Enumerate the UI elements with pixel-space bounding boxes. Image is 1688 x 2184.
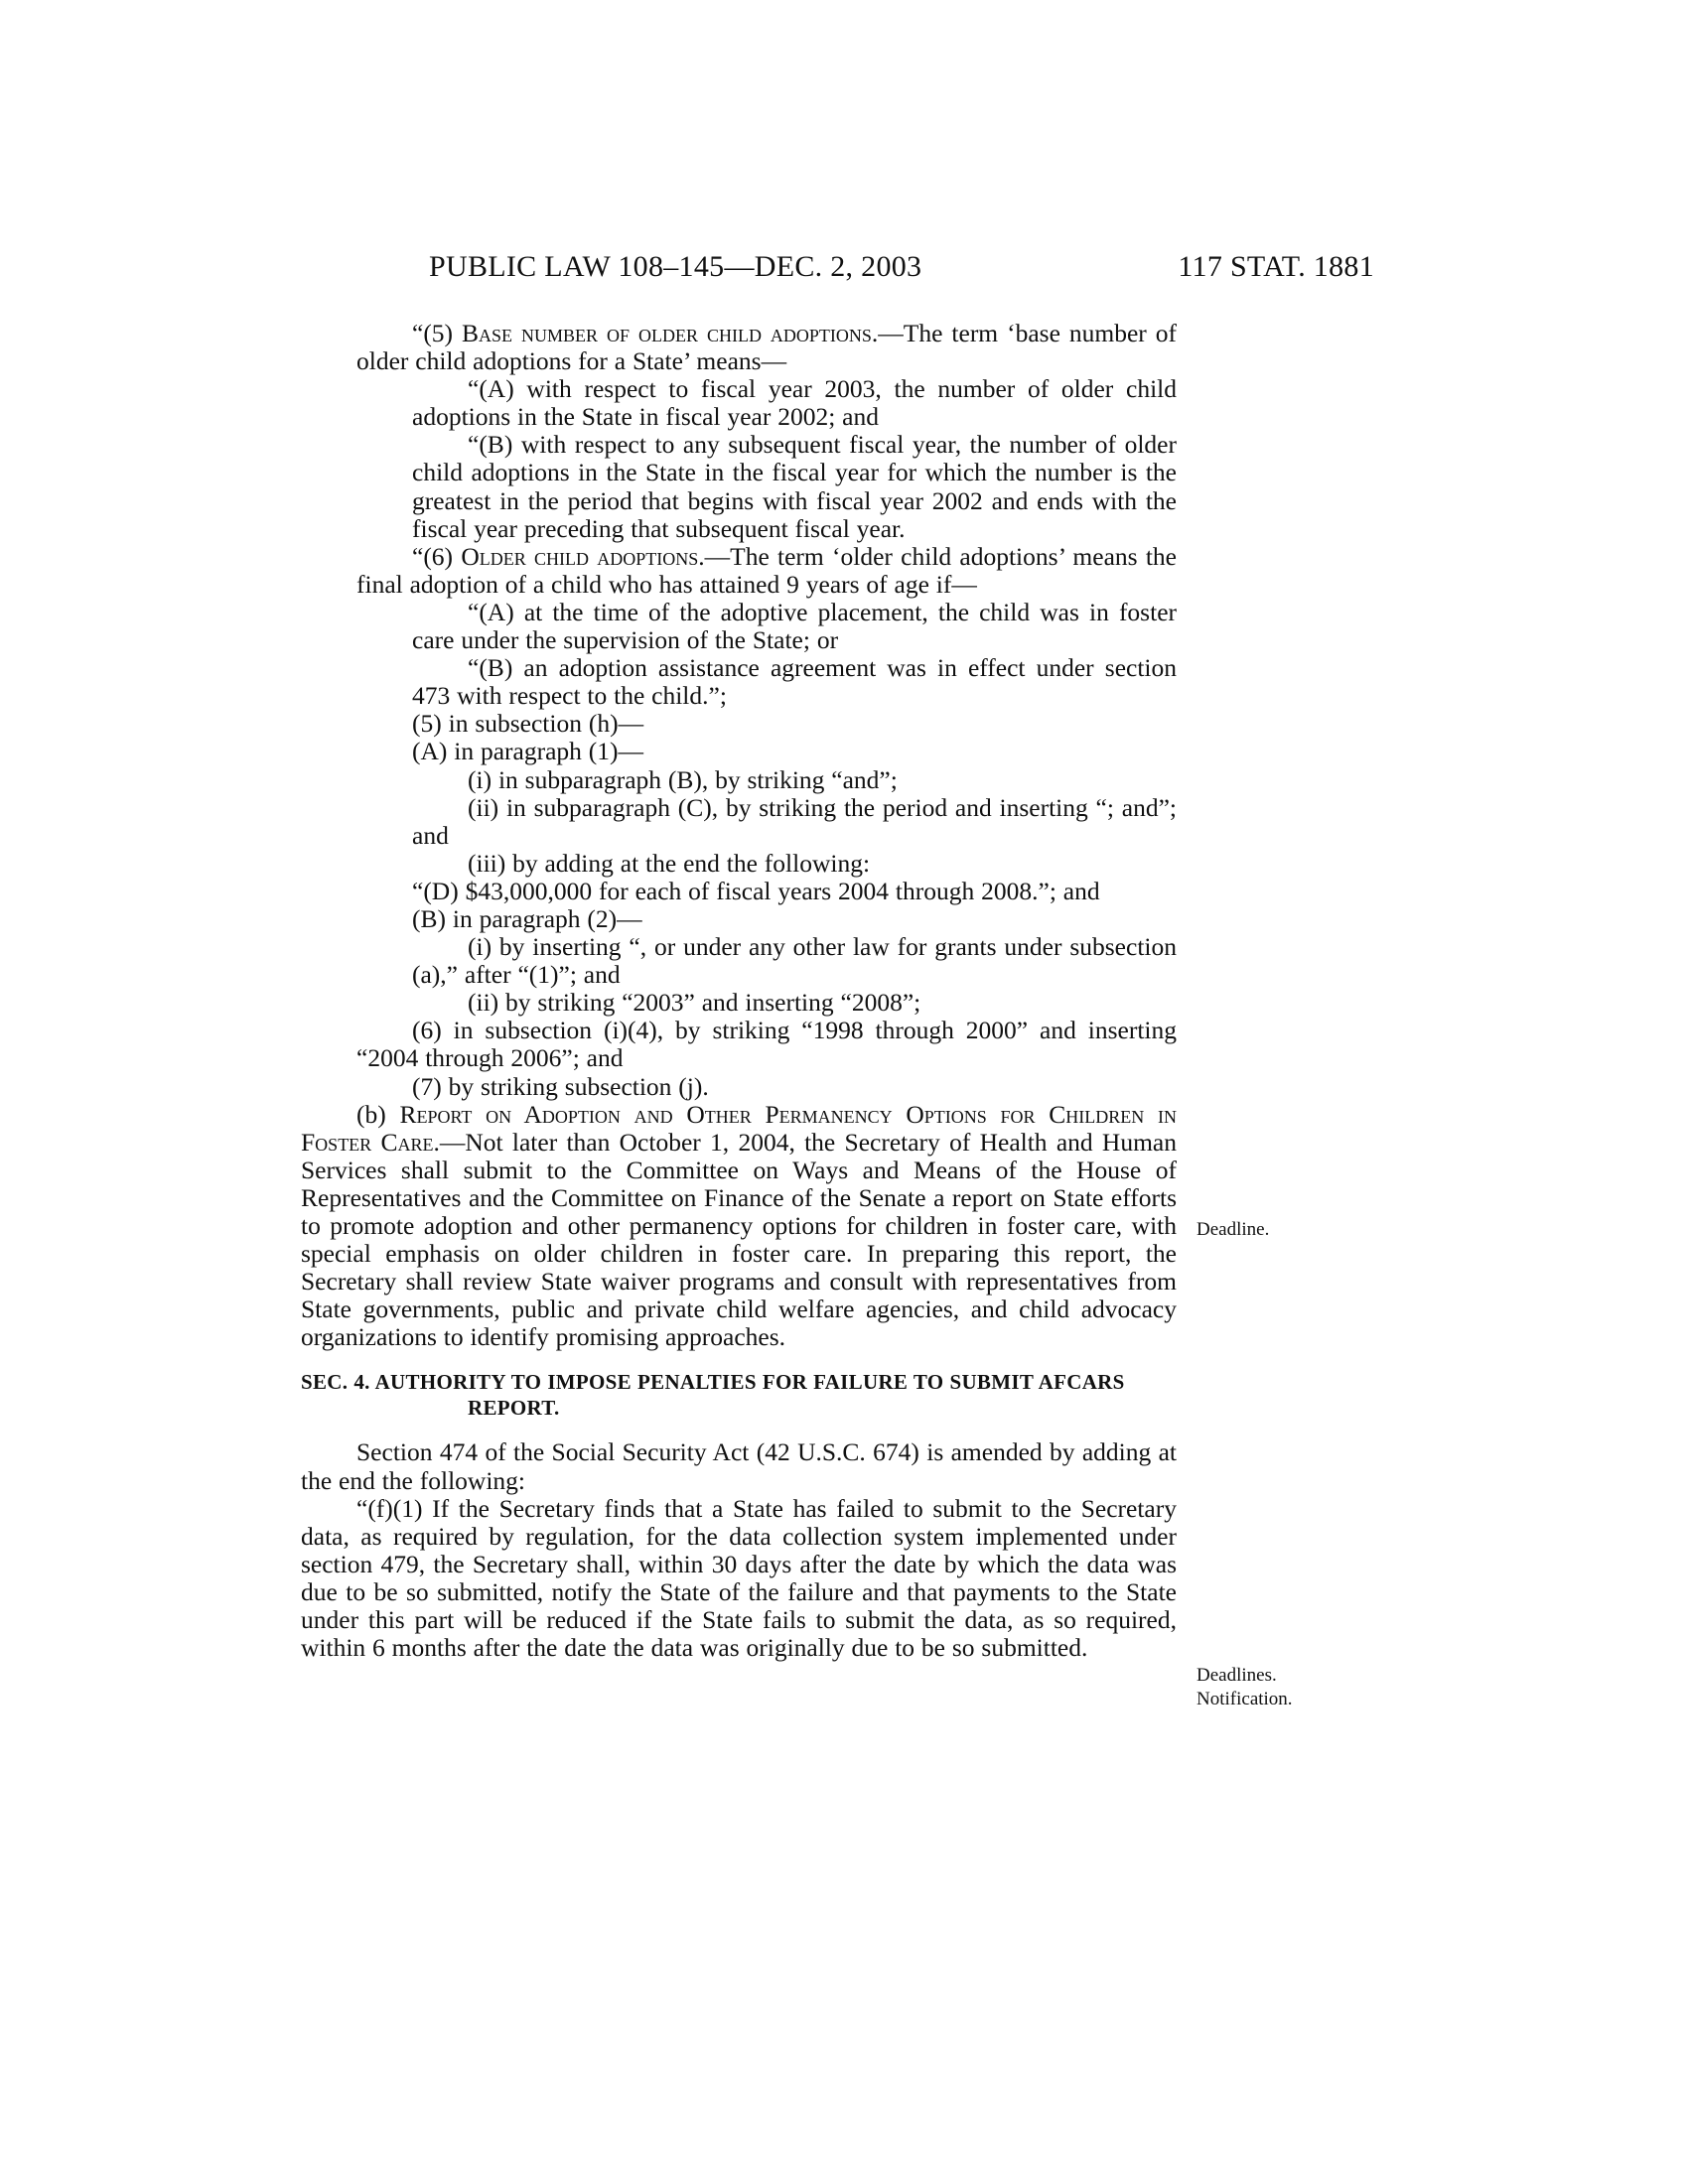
amendment-7: (7) by striking subsection (j). [412,1071,709,1101]
margin-note-deadlines: Deadlines. [1196,1665,1277,1686]
amendment-5-A-i: (i) in subparagraph (B), by striking “and”; [468,764,898,794]
paragraph-5-number: “(5) [412,319,463,347]
section-4-intro: Section 474 of the Social Security Act (42 U.S.C. 674) is amended by adding at the end the following: [301,1437,1177,1495]
amendment-6: (6) in subsection (i)(4), by striking “1998 through 2000” and inserting “2004 through 2006”; and [356,1016,1177,1073]
paragraph-6-number: “(6) [412,541,462,571]
amendment-5-A: (A) in paragraph (1)— [412,737,644,766]
paragraph-6 [301,543,1177,599]
amendment-5-D: “(D) $43,000,000 for each of fiscal years 2004 through 2008.”; and [412,876,1100,905]
amendment-5: (5) in subsection (h)— [412,709,644,739]
paragraph-f1: “(f)(1) If the Secretary finds that a State has failed to submit to the Secretary data, as required by regulation, for the data collection system implemented under section 479, the Secretary shall, within 30 days after the date by which the data was due to be so submitted, notify the State of the failure and that payments to the State under this part will be reduced if the State fails to submit the data, as so required, within 6 months after the date the data was originally due to be so submitted. [301,1493,1177,1663]
paragraph-6a: “(A) at the time of the adoptive placement, the child was in foster care under the supervision of the State; or [412,597,1177,655]
amendment-5-B-i: (i) by inserting “, or under any other law for grants under subsection (a),” after “(1)”; and [412,932,1177,990]
amendment-5-A-ii: (ii) in subparagraph (C), by striking the period and inserting “; and”; and [412,792,1177,850]
paragraph-6-text: .—The term ‘older child adoptions’ means the final adoption of a child who has attained 9 years of age if— [356,541,1177,599]
subsection-b-heading: Report on Adoption and Other Permanency Options for Children in Foster Care [301,1099,1177,1157]
header-stat-page: 117 STAT. 1881 [1178,250,1374,283]
amendment-5-A-iii: (iii) by adding at the end the following: [468,848,871,878]
header-law-citation: PUBLIC LAW 108–145—DEC. 2, 2003 [429,250,922,283]
page-body [301,320,1177,1662]
margin-note-notification: Notification. [1196,1689,1293,1709]
paragraph-5-heading: Base number of older child adoptions [462,319,872,347]
paragraph-5a: “(A) with respect to fiscal year 2003, the number of older child adoptions in the State in fiscal year 2002; and [412,374,1177,432]
paragraph-6b: “(B) an adoption assistance agreement was in effect under section 473 with respect to the child.”; [412,653,1177,711]
running-header [429,250,1374,290]
paragraph-6-heading: Older child adoptions [461,541,699,571]
amendment-5-B: (B) in paragraph (2)— [412,903,642,933]
subsection-b [301,1101,1177,1352]
paragraph-5b: “(B) with respect to any subsequent fiscal year, the number of older child adoptions in the State in the fiscal year for which the number is the greatest in the period that begins with fiscal year 2002 and ends with the fiscal year preceding that subsequent fiscal year. [412,430,1177,543]
section-4-heading: SEC. 4. AUTHORITY TO IMPOSE PENALTIES FOR FAILURE TO SUBMIT AFCARS REPORT. [301,1370,1125,1421]
paragraph-5 [301,320,1177,375]
amendment-5-B-ii: (ii) by striking “2003” and inserting “2008”; [468,988,921,1018]
paragraph-5-text: .—The term ‘base number of older child adoptions for a State’ means— [356,319,1177,376]
subsection-b-text: .—Not later than October 1, 2004, the Secretary of Health and Human Services shall submit to the Committee on Ways and Means of the House of Representatives and the Committee on Finance of the Senate a report on State efforts to promote adoption and other permanency options for children in foster care, with special emphasis on older children in foster care. In preparing this report, the Secretary shall review State waiver programs and consult with representatives from State governments, public and private child welfare agencies, and child advocacy organizations to identify promising approaches. [301,1127,1177,1352]
subsection-b-number: (b) [356,1099,400,1129]
margin-note-deadline: Deadline. [1196,1219,1270,1240]
